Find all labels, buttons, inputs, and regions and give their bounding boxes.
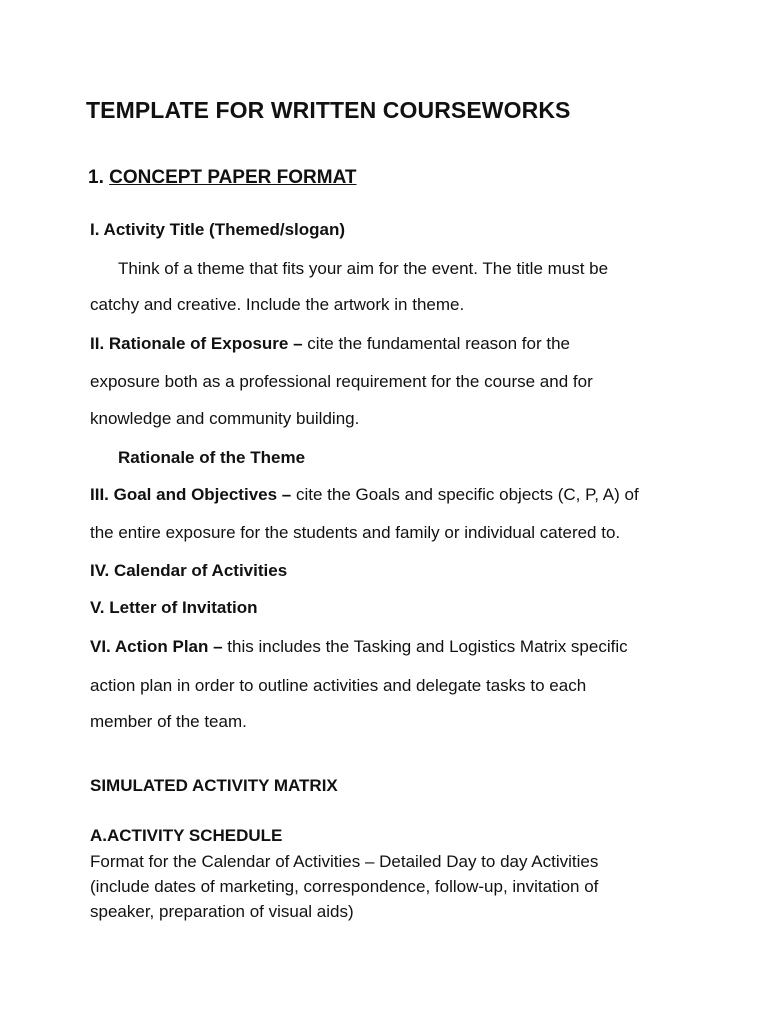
section-number: 1. [88, 167, 104, 188]
action-plan-body-line2: action plan in order to outline activities and delegate tasks to each [90, 676, 587, 695]
document-title: TEMPLATE FOR WRITTEN COURSEWORKS [86, 97, 571, 123]
goal-heading: III. Goal and Objectives – [90, 485, 292, 504]
action-plan-body-line3: member of the team. [90, 712, 247, 731]
rationale-heading: II. Rationale of Exposure – [90, 334, 303, 353]
action-plan-body-line1: this includes the Tasking and Logistics Matrix specific [222, 637, 628, 656]
activity-title-body-line2: catchy and creative. Include the artwork in theme. [90, 295, 465, 314]
calendar-heading: IV. Calendar of Activities [90, 561, 288, 580]
schedule-heading: A.ACTIVITY SCHEDULE [90, 826, 283, 845]
schedule-body-line1: Format for the Calendar of Activities – Detailed Day to day Activities [90, 852, 599, 871]
action-plan-heading: VI. Action Plan – [90, 637, 223, 656]
rationale-body-line3: knowledge and community building. [90, 409, 360, 428]
schedule-body-line3: speaker, preparation of visual aids) [90, 902, 354, 921]
section-heading [88, 167, 357, 189]
goal-body-line2: the entire exposure for the students and family or individual catered to. [90, 523, 621, 542]
letter-heading: V. Letter of Invitation [90, 598, 258, 617]
section-title: CONCEPT PAPER FORMAT [109, 167, 357, 188]
action-plan-paragraph [90, 636, 628, 658]
activity-title-body-line1: Think of a theme that fits your aim for the event. The title must be [118, 259, 609, 278]
goal-paragraph [90, 484, 639, 506]
rationale-theme-heading: Rationale of the Theme [118, 448, 306, 467]
matrix-heading: SIMULATED ACTIVITY MATRIX [90, 776, 338, 795]
goal-body-line1: cite the Goals and specific objects (C, P, A) of [291, 485, 639, 504]
rationale-body-line1: cite the fundamental reason for the [302, 334, 571, 353]
rationale-body-line2: exposure both as a professional requirement for the course and for [90, 372, 593, 391]
schedule-body-line2: (include dates of marketing, correspondence, follow-up, invitation of [90, 877, 599, 896]
activity-title-heading: I. Activity Title (Themed/slogan) [90, 220, 346, 239]
rationale-paragraph [90, 333, 570, 355]
